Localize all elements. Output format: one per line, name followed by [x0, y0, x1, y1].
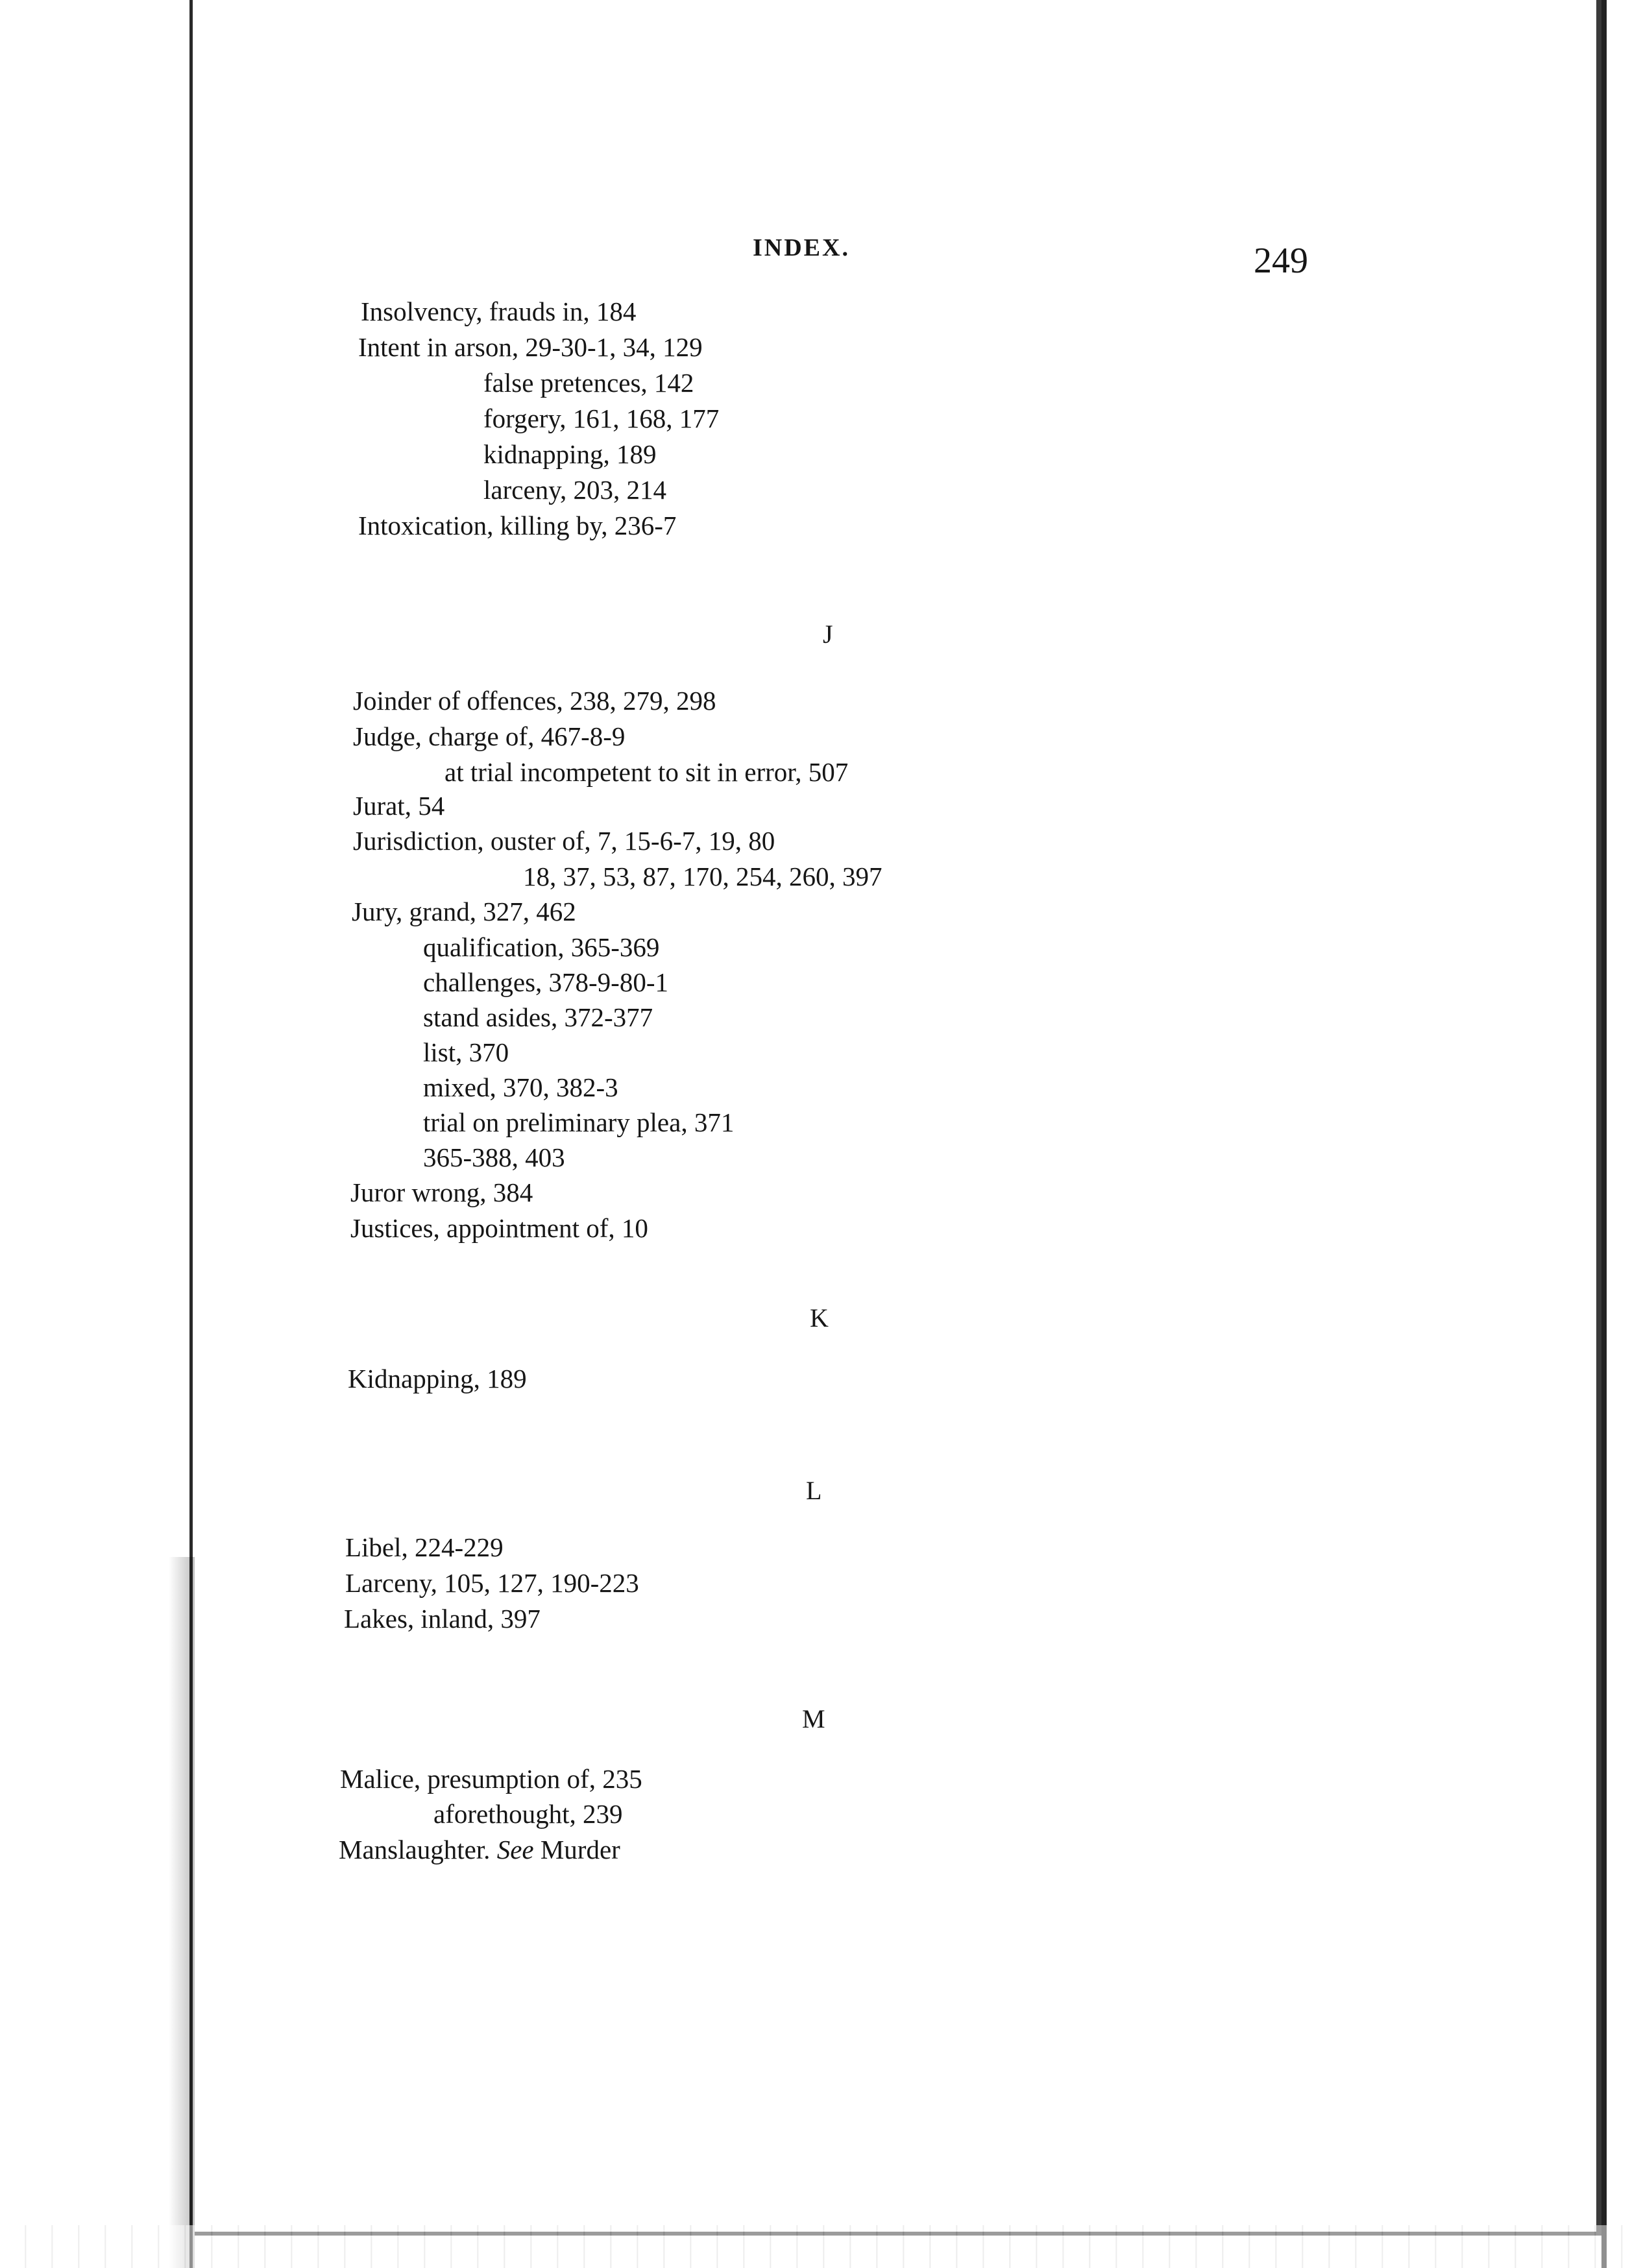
- index-subentry: trial on preliminary plea, 371: [423, 1107, 735, 1137]
- reference-target: Murder: [540, 1835, 620, 1864]
- index-entry: Joinder of offences, 238, 279, 298: [353, 686, 716, 716]
- index-subentry: 365-388, 403: [423, 1142, 565, 1172]
- index-entry: Lakes, inland, 397: [344, 1604, 541, 1634]
- index-entry: Jury, grand, 327, 462: [352, 897, 576, 926]
- section-letter-k: K: [810, 1303, 829, 1333]
- running-header: INDEX.: [753, 234, 850, 261]
- see-reference: See: [496, 1835, 534, 1864]
- index-subentry: larceny, 203, 214: [483, 475, 666, 505]
- index-subentry: aforethought, 239: [433, 1799, 623, 1829]
- page-number: 249: [1254, 241, 1308, 281]
- index-subentry: 18, 37, 53, 87, 170, 254, 260, 397: [523, 862, 882, 891]
- index-subentry: stand asides, 372-377: [423, 1002, 653, 1032]
- page-edge: [1601, 0, 1607, 2268]
- index-entry: Intoxication, killing by, 236-7: [358, 511, 677, 540]
- section-letter-l: L: [806, 1476, 822, 1505]
- scan-noise: [0, 2225, 1643, 2268]
- section-letter-m: M: [802, 1704, 825, 1733]
- index-entry: Jurisdiction, ouster of, 7, 15-6-7, 19, 80: [353, 826, 775, 856]
- section-letter-j: J: [823, 620, 833, 649]
- index-entry-crossref: [339, 1837, 620, 1863]
- index-entry: Malice, presumption of, 235: [340, 1764, 642, 1794]
- index-entry: Justices, appointment of, 10: [350, 1213, 648, 1243]
- index-entry: Larceny, 105, 127, 190-223: [345, 1568, 639, 1598]
- index-subentry: forgery, 161, 168, 177: [483, 404, 720, 433]
- index-subentry: mixed, 370, 382-3: [423, 1072, 618, 1102]
- index-entry: Judge, charge of, 467-8-9: [353, 721, 626, 751]
- index-entry: Juror wrong, 384: [350, 1177, 533, 1207]
- index-subentry: false pretences, 142: [483, 368, 694, 398]
- index-entry: Insolvency, frauds in, 184: [361, 296, 637, 326]
- index-entry: Kidnapping, 189: [348, 1364, 527, 1393]
- index-subentry: list, 370: [423, 1037, 509, 1067]
- index-entry: Intent in arson, 29-30-1, 34, 129: [358, 332, 703, 362]
- entry-main: Manslaughter.: [339, 1835, 491, 1864]
- index-subentry: challenges, 378-9-80-1: [423, 967, 668, 997]
- index-subentry: qualification, 365-369: [423, 932, 660, 962]
- index-subentry: kidnapping, 189: [483, 439, 657, 469]
- index-entry: Libel, 224-229: [345, 1532, 504, 1562]
- spine-shadow: [169, 1557, 195, 2268]
- index-entry: Jurat, 54: [353, 791, 445, 821]
- index-subentry: at trial incompetent to sit in error, 507: [444, 757, 849, 787]
